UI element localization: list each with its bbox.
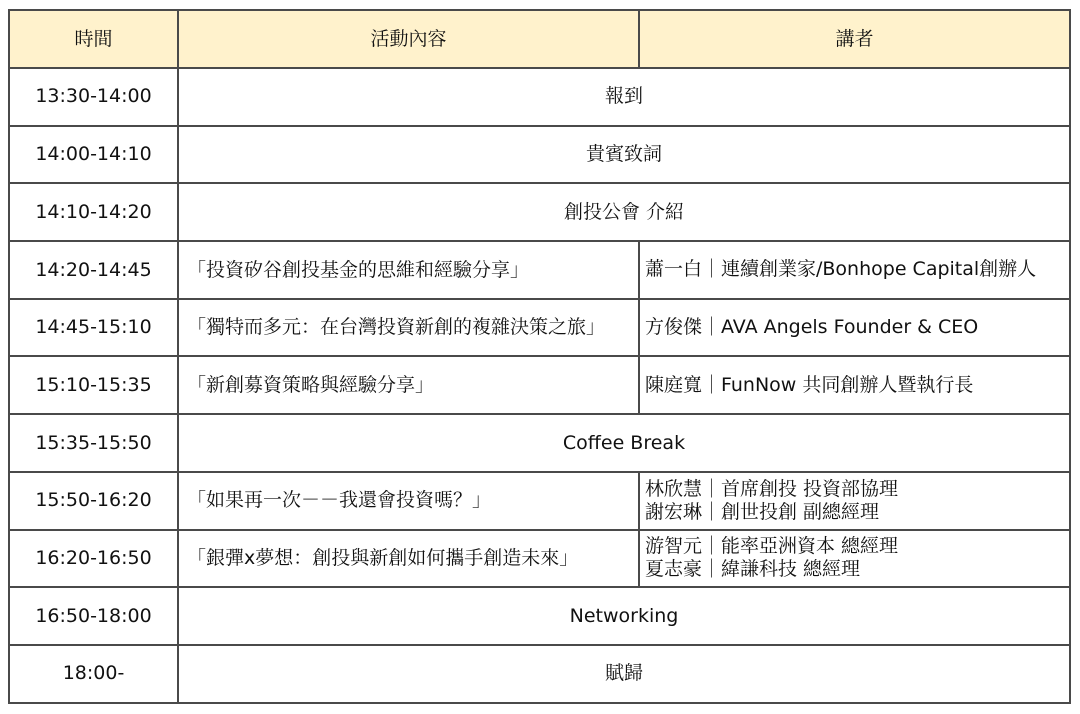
agenda-row xyxy=(9,472,1070,530)
agenda-row xyxy=(9,356,1070,414)
speaker-line: 蕭一白｜連續創業家/Bonhope Capital創辦人 xyxy=(645,258,1037,281)
time-cell: 16:50-18:00 xyxy=(9,587,178,645)
agenda-row xyxy=(9,126,1070,184)
time-cell: 14:20-14:45 xyxy=(9,241,178,299)
time-cell: 16:20-16:50 xyxy=(9,530,178,588)
activity-cell: 貴賓致詞 xyxy=(178,126,1070,184)
speaker-line: 陳庭寬｜FunNow 共同創辦人暨執行長 xyxy=(645,373,974,396)
agenda-row xyxy=(9,68,1070,126)
time-cell: 15:50-16:20 xyxy=(9,472,178,530)
agenda-row xyxy=(9,587,1070,645)
activity-cell: 創投公會 介紹 xyxy=(178,183,1070,241)
agenda-table xyxy=(8,9,1071,704)
time-cell: 15:35-15:50 xyxy=(9,414,178,472)
speaker-cell xyxy=(639,472,1070,530)
speaker-line: 林欣慧｜首席創投 投資部協理 xyxy=(645,477,899,500)
time-cell: 18:00- xyxy=(9,645,178,703)
activity-cell: 報到 xyxy=(178,68,1070,126)
talk-title-cell: 「新創募資策略與經驗分享」 xyxy=(178,356,639,414)
time-cell: 13:30-14:00 xyxy=(9,68,178,126)
header-content: 活動內容 xyxy=(178,10,639,68)
speaker-line: 謝宏琳｜創世投創 副總經理 xyxy=(645,500,880,523)
speaker-cell xyxy=(639,299,1070,357)
speaker-cell xyxy=(639,356,1070,414)
agenda-row xyxy=(9,241,1070,299)
header-row xyxy=(9,10,1070,68)
time-cell: 14:45-15:10 xyxy=(9,299,178,357)
header-speaker: 講者 xyxy=(639,10,1070,68)
time-cell: 15:10-15:35 xyxy=(9,356,178,414)
agenda-row xyxy=(9,183,1070,241)
talk-title-cell: 「投資矽谷創投基金的思維和經驗分享」 xyxy=(178,241,639,299)
agenda-row xyxy=(9,645,1070,703)
agenda-row xyxy=(9,414,1070,472)
speaker-line: 游智元｜能率亞洲資本 總經理 xyxy=(645,535,899,558)
activity-cell: 賦歸 xyxy=(178,645,1070,703)
activity-cell: Networking xyxy=(178,587,1070,645)
speaker-line: 方俊傑｜AVA Angels Founder & CEO xyxy=(645,316,979,339)
speaker-cell xyxy=(639,530,1070,588)
talk-title-cell: 「銀彈x夢想：創投與新創如何攜手創造未來」 xyxy=(178,530,639,588)
activity-cell: Coffee Break xyxy=(178,414,1070,472)
time-cell: 14:10-14:20 xyxy=(9,183,178,241)
agenda-row xyxy=(9,530,1070,588)
talk-title-cell: 「獨特而多元：在台灣投資新創的複雜決策之旅」 xyxy=(178,299,639,357)
agenda-row xyxy=(9,299,1070,357)
talk-title-cell: 「如果再一次－－我還會投資嗎？」 xyxy=(178,472,639,530)
time-cell: 14:00-14:10 xyxy=(9,126,178,184)
speaker-cell xyxy=(639,241,1070,299)
speaker-line: 夏志豪｜緯謙科技 總經理 xyxy=(645,558,861,581)
header-time: 時間 xyxy=(9,10,178,68)
